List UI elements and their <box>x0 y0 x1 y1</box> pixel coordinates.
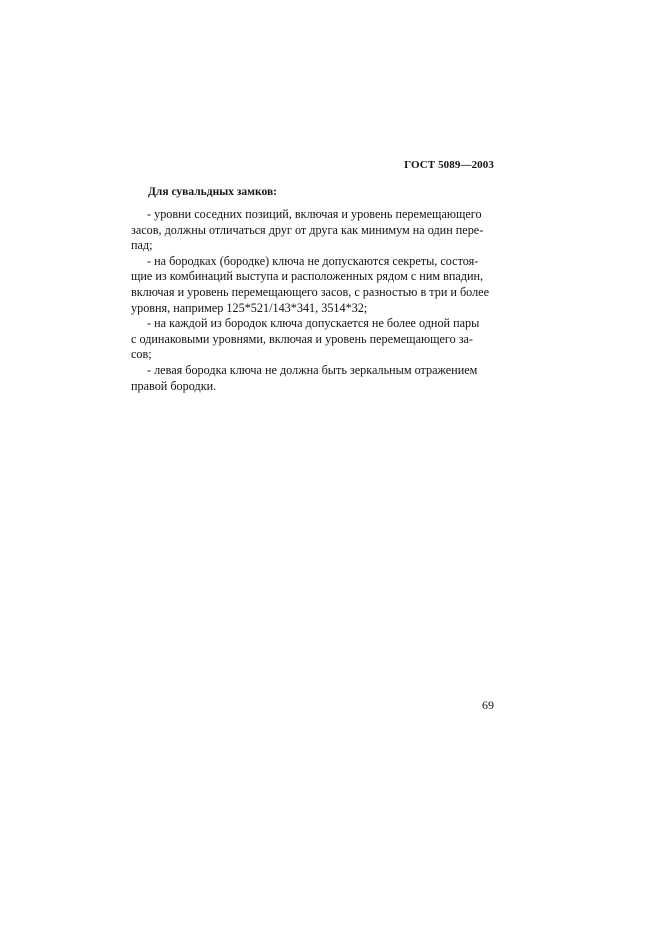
text-line: уровня, например 125*521/143*341, 3514*32; <box>131 300 368 315</box>
text-line: засов, должны отличаться друг от друга как минимум на один пере- <box>131 222 484 237</box>
section-title: Для сувальдных замков: <box>148 186 277 198</box>
text-line: с одинаковыми уровнями, включая и уровень перемещающего за- <box>131 331 473 346</box>
text-line: включая и уровень перемещающего засов, с разностью в три и более <box>131 284 490 299</box>
text-line: - левая бородка ключа не должна быть зеркальным отражением <box>147 362 478 377</box>
page-number: 69 <box>482 698 494 712</box>
text-line: пад; <box>131 238 153 253</box>
text-line: правой бородки. <box>131 378 217 393</box>
text-line: сов; <box>131 347 152 362</box>
text-line: щие из комбинаций выступа и расположенных рядом с ним впадин, <box>131 269 484 284</box>
document-code-header: ГОСТ 5089—2003 <box>404 159 494 171</box>
requirements-text <box>131 207 496 394</box>
text-line: - на бородках (бородке) ключа не допускаются секреты, состоя- <box>147 253 479 268</box>
text-line: - на каждой из бородок ключа допускается не более одной пары <box>147 316 480 331</box>
text-line: - уровни соседних позиций, включая и уровень перемещающего <box>147 207 482 221</box>
